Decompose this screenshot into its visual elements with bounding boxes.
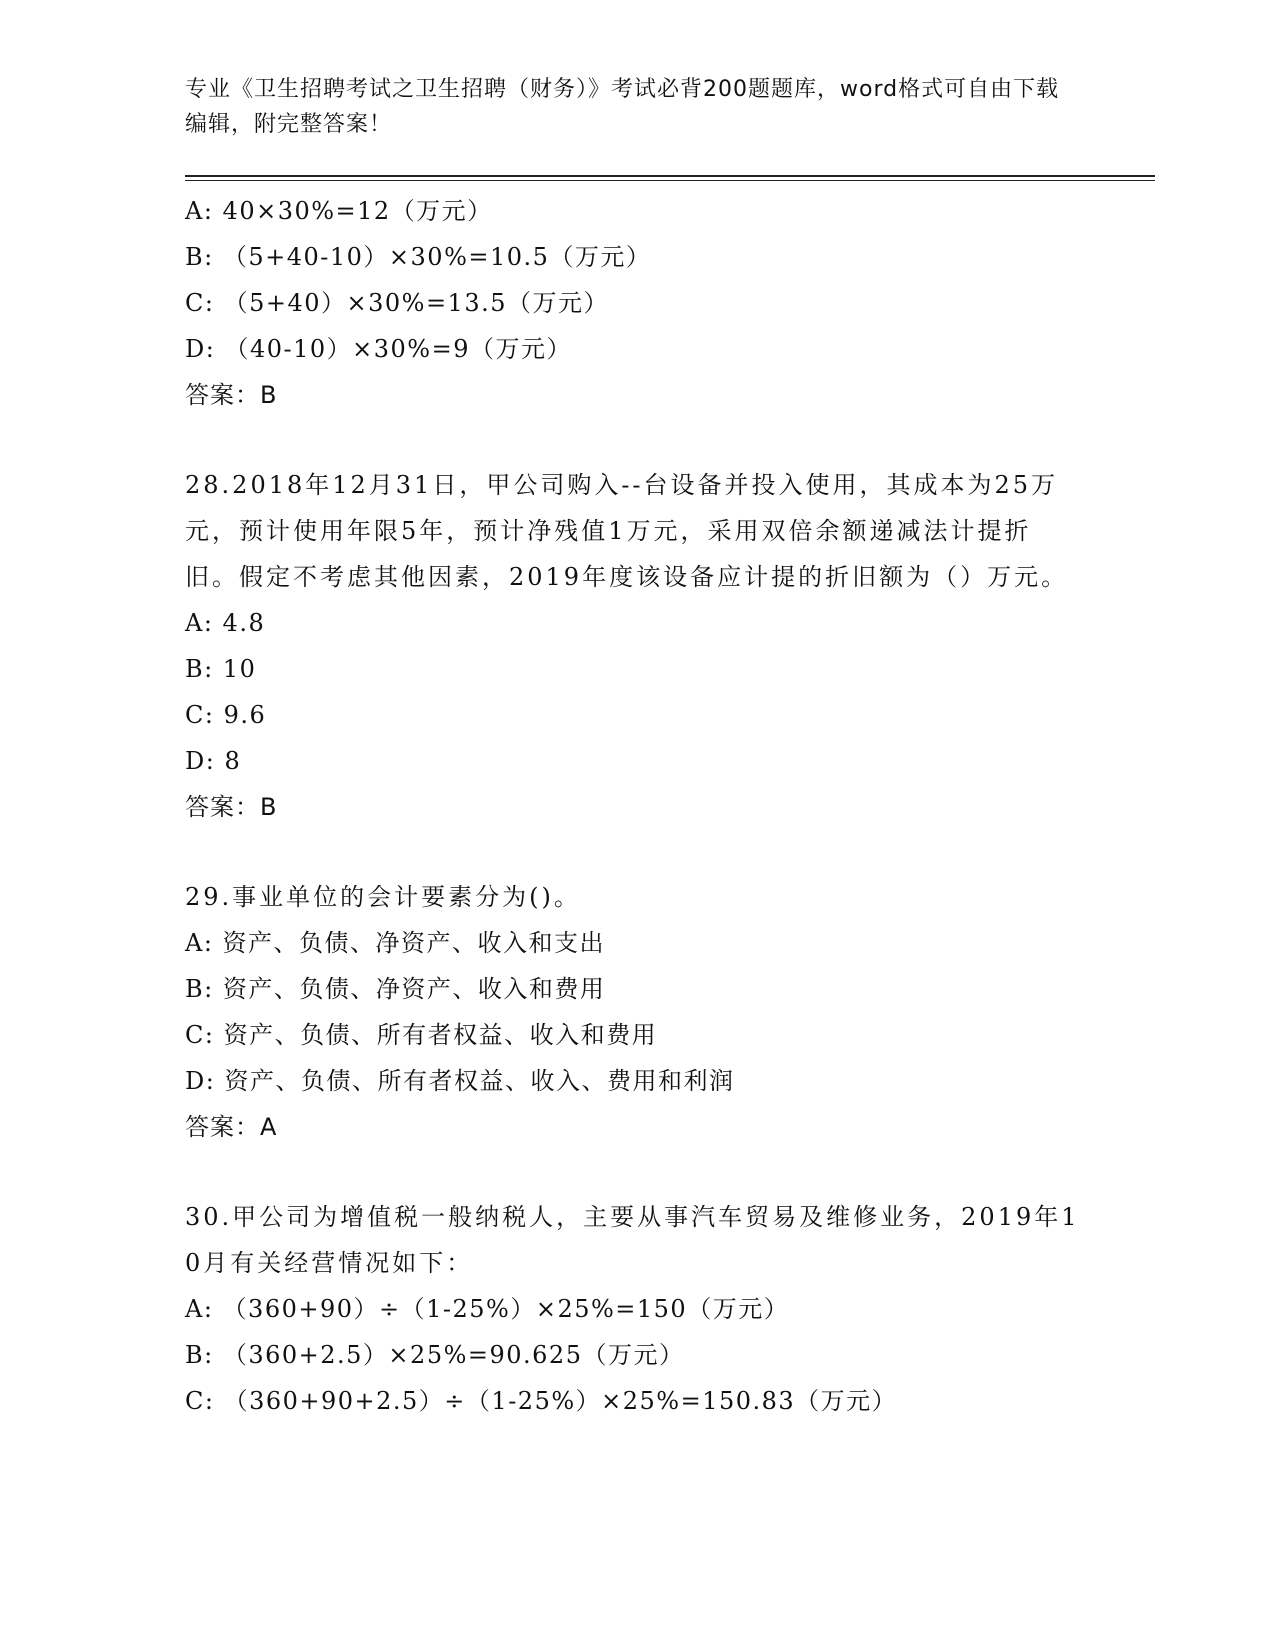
spacer <box>185 1150 1085 1194</box>
option-b: B: 资产、负债、净资产、收入和费用 <box>185 975 606 1003</box>
question-29 <box>185 874 1085 1150</box>
option-d: D: 8 <box>185 747 242 775</box>
option-c: C: 资产、负债、所有者权益、收入和费用 <box>185 1021 658 1049</box>
option-b: B: 10 <box>185 655 257 683</box>
spacer <box>185 418 1085 462</box>
option-a: A: 4.8 <box>185 609 266 637</box>
question-stem: 30.甲公司为增值税一般纳税人，主要从事汽车贸易及维修业务，2019年10月有关经营情况如下： <box>185 1203 1080 1277</box>
option-d: D: （40-10）×30%=9（万元） <box>185 335 572 363</box>
option-b: B: （5+40-10）×30%=10.5（万元） <box>185 243 652 271</box>
question-30 <box>185 1194 1085 1424</box>
question-28 <box>185 462 1085 830</box>
option-c: C: （5+40）×30%=13.5（万元） <box>185 289 609 317</box>
option-d: D: 资产、负债、所有者权益、收入、费用和利润 <box>185 1067 735 1095</box>
answer-label: 答案：B <box>185 381 278 409</box>
question-list <box>185 188 1085 1424</box>
option-a: A: （360+90）÷（1-25%）×25%=150（万元） <box>185 1295 790 1323</box>
spacer <box>185 830 1085 874</box>
answer-label: 答案：B <box>185 793 278 821</box>
option-b: B: （360+2.5）×25%=90.625（万元） <box>185 1341 685 1369</box>
answer-label: 答案：A <box>185 1113 278 1141</box>
option-a: A: 40×30%=12（万元） <box>185 197 493 225</box>
document-header: 专业《卫生招聘考试之卫生招聘（财务）》考试必背200题题库，word格式可自由下载编辑，附完整答案！ <box>185 77 1060 137</box>
header-divider-thin <box>185 180 1155 181</box>
option-a: A: 资产、负债、净资产、收入和支出 <box>185 929 606 957</box>
question-stem: 29.事业单位的会计要素分为()。 <box>185 883 581 911</box>
option-c: C: （360+90+2.5）÷（1-25%）×25%=150.83（万元） <box>185 1387 898 1415</box>
question-27-tail <box>185 188 1085 418</box>
question-stem: 28.2018年12月31日，甲公司购入--台设备并投入使用，其成本为25万元，预计使用年限5年，预计净残值1万元，采用双倍余额递减法计提折旧。假定不考虑其他因素，2019年度该设备应计提的折旧额为（）万元。 <box>185 471 1069 591</box>
option-c: C: 9.6 <box>185 701 267 729</box>
header-divider-thick <box>185 175 1155 177</box>
